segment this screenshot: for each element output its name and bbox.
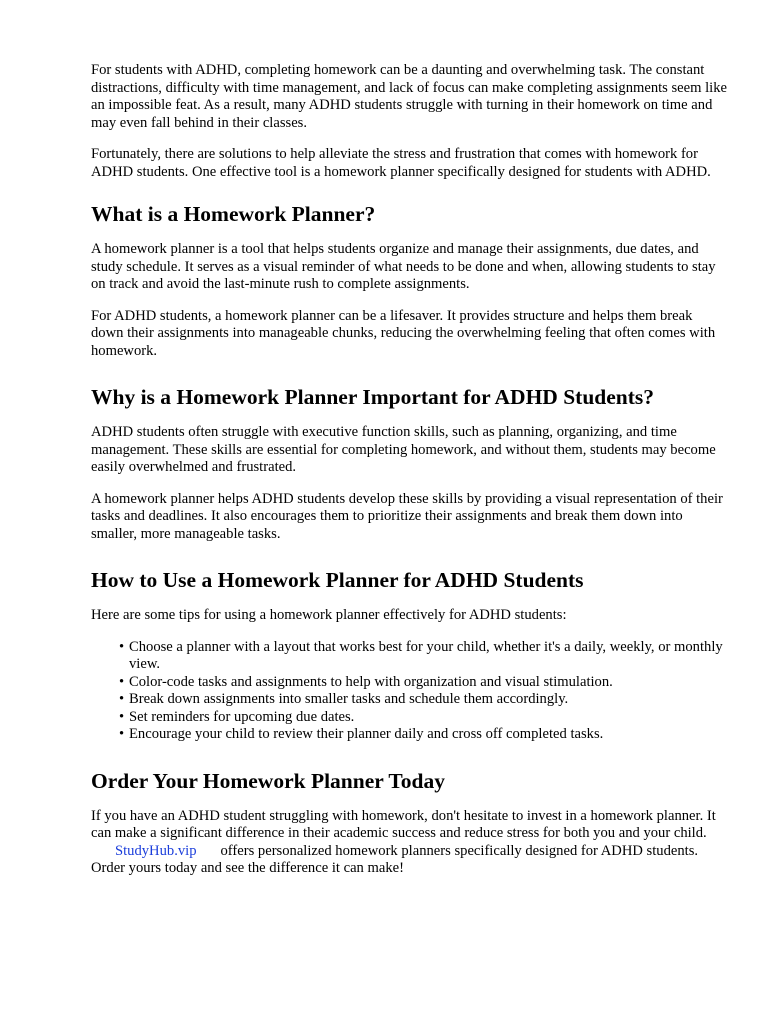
tip-text: Color-code tasks and assignments to help with organization and visual stimulation. [129, 673, 613, 690]
list-item [119, 691, 728, 709]
section-heading-order: Order Your Homework Planner Today [91, 768, 445, 793]
why-important-paragraph-1: ADHD students often struggle with executive function skills, such as planning, organizing, and time management. These skills are essential for completing homework, and without them, students may become easily overwhelmed and frustrated. [91, 424, 716, 475]
list-item [119, 726, 728, 744]
section-heading-what-is: What is a Homework Planner? [91, 202, 376, 226]
what-is-paragraph-2: For ADHD students, a homework planner can be a lifesaver. It provides structure and helps them break down their assignments into manageable chunks, reducing the overwhelming feeling that often comes with homework. [91, 307, 716, 359]
tip-text: Set reminders for upcoming due dates. [129, 708, 355, 725]
intro-paragraph-2: Fortunately, there are solutions to help alleviate the stress and frustration that comes with homework for ADHD students. One effective tool is a homework planner specifically designed for students with ADHD. [91, 146, 711, 180]
bullet-icon: • [119, 638, 125, 655]
order-text-after-link: offers personalized homework planners specifically designed for ADHD students. Order yours today and see the difference it can make! [91, 842, 699, 876]
list-item [119, 638, 728, 674]
tip-text: Encourage your child to review their planner daily and cross off completed tasks. [129, 726, 604, 742]
section-heading-why-important: Why is a Homework Planner Important for ADHD Students? [91, 385, 655, 409]
tips-list [91, 639, 728, 744]
section-heading-how-to-use: How to Use a Homework Planner for ADHD Students [91, 568, 584, 592]
tip-text: Break down assignments into smaller tasks and schedule them accordingly. [129, 691, 569, 707]
order-text-before-link: If you have an ADHD student struggling with homework, don't hesitate to invest in a homework planner. It can make a significant difference in their academic success and reduce stress for both you and your child. [91, 807, 716, 841]
tip-text: Choose a planner with a layout that works best for your child, whether it's a daily, weekly, or monthly view. [129, 638, 723, 672]
what-is-paragraph-1: A homework planner is a tool that helps students organize and manage their assignments, due dates, and study schedule. It serves as a visual reminder of what needs to be done and when, allowing students to stay on track and avoid the last-minute rush to complete assignments. [91, 241, 716, 292]
how-to-use-intro: Here are some tips for using a homework planner effectively for ADHD students: [91, 607, 567, 623]
order-paragraph [91, 808, 728, 878]
why-important-paragraph-2: A homework planner helps ADHD students develop these skills by providing a visual representation of their tasks and deadlines. It also encourages them to prioritize their assignments and break them down into smaller, more manageable tasks. [91, 490, 723, 542]
studyhub-link[interactable]: StudyHub.vip [115, 842, 197, 859]
bullet-icon: • [119, 691, 125, 707]
bullet-icon: • [119, 708, 125, 725]
bullet-icon: • [119, 726, 125, 742]
bullet-icon: • [119, 673, 125, 690]
list-item [119, 708, 728, 727]
list-item [119, 673, 728, 692]
intro-paragraph-1: For students with ADHD, completing homework can be a daunting and overwhelming task. The constant distractions, difficulty with time management, and lack of focus can make completing assignments seem like an impossible feat. As a result, many ADHD students struggle with turning in their homework on time and may even fall behind in their classes. [91, 62, 728, 131]
